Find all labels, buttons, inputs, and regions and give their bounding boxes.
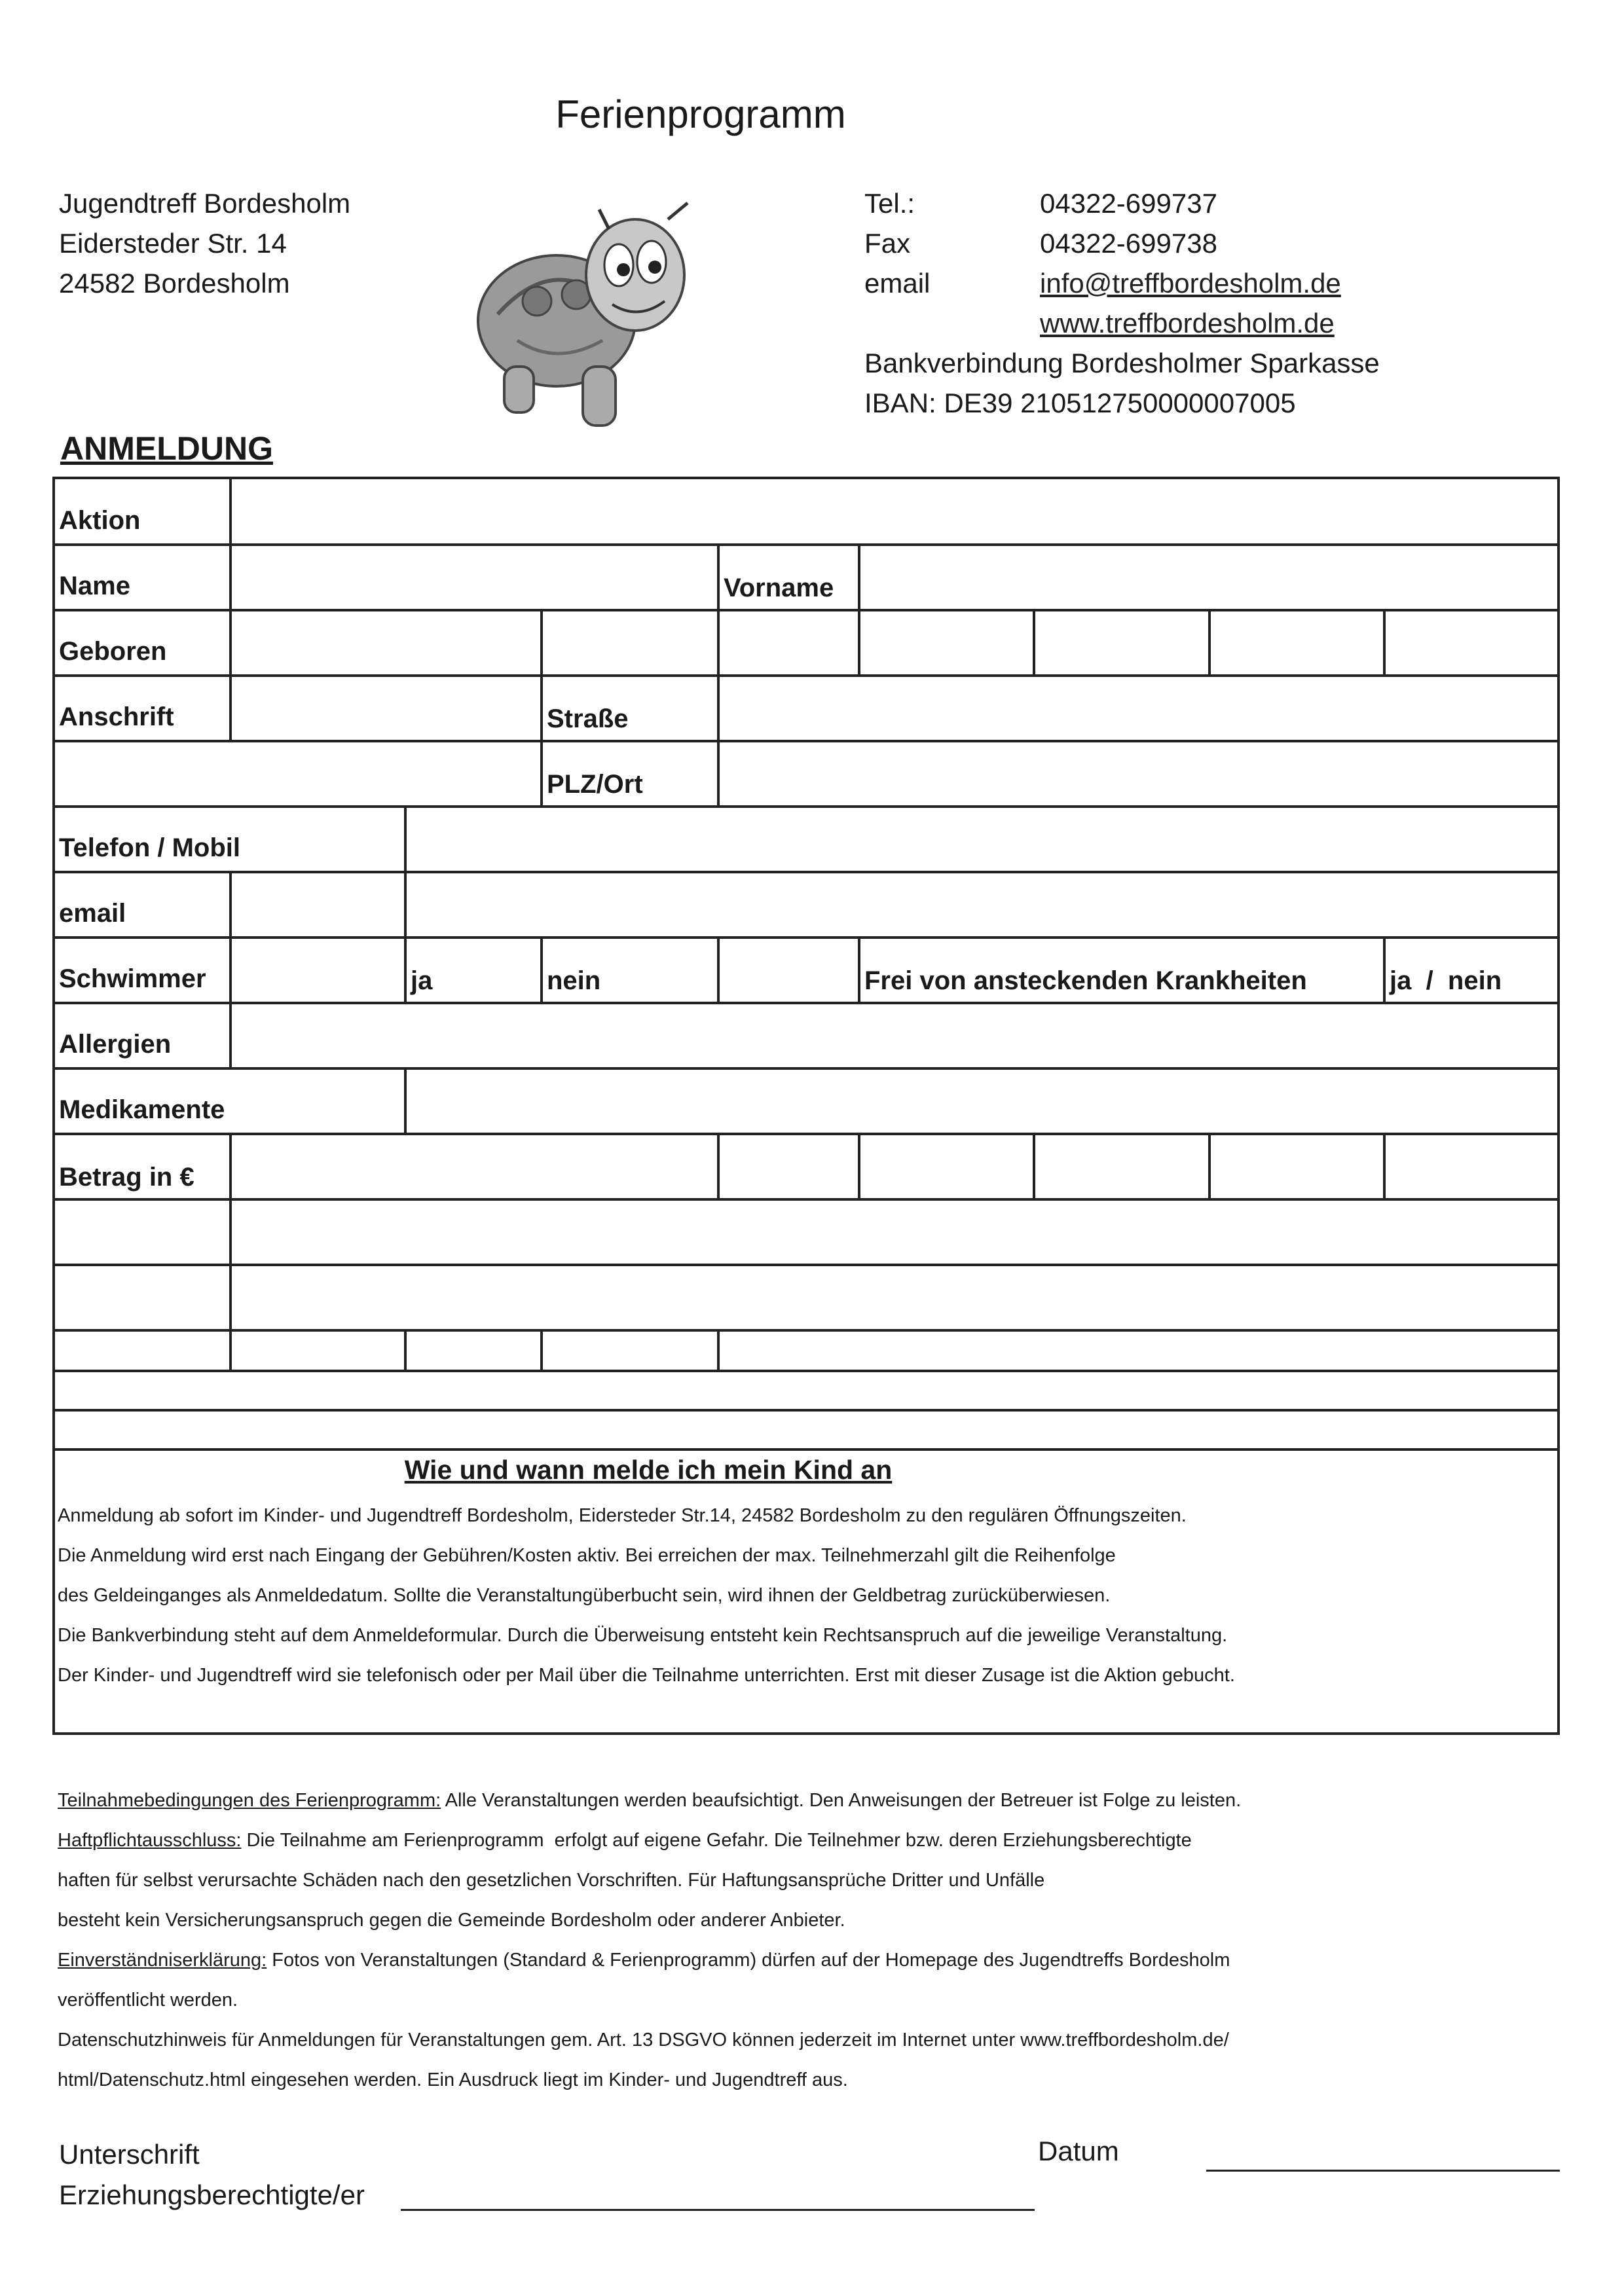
registration-form bbox=[52, 477, 1560, 1735]
row-divider bbox=[52, 805, 1560, 808]
strasse-field[interactable] bbox=[721, 678, 1555, 737]
label-schwimmer: Schwimmer bbox=[59, 964, 206, 993]
tel-value: 04322-699737 bbox=[1040, 188, 1217, 219]
cell-divider bbox=[404, 1329, 407, 1370]
cell-divider bbox=[717, 1133, 720, 1198]
cell-divider bbox=[229, 1329, 232, 1370]
form-border-top bbox=[52, 477, 1560, 479]
row-divider bbox=[52, 936, 1560, 939]
teilnahme-line bbox=[58, 1781, 1241, 1821]
cell-divider bbox=[404, 936, 407, 1002]
cell-divider bbox=[540, 936, 543, 1002]
fax-label: Fax bbox=[864, 228, 911, 259]
bank-info: Bankverbindung Bordesholmer Sparkasse bbox=[864, 348, 1380, 378]
row-divider bbox=[52, 1448, 1560, 1451]
datenschutz-line-2: html/Datenschutz.html eingesehen werden. Ein Ausdruck liegt im Kinder- und Jugendtreff aus. bbox=[58, 2069, 848, 2090]
row-divider bbox=[52, 609, 1560, 611]
teilnahme-text: Alle Veranstaltungen werden beaufsichtigt. Den Anweisungen der Betreuer ist Folge zu leisten. bbox=[441, 1790, 1242, 1811]
row-divider bbox=[52, 1264, 1560, 1266]
vorname-field[interactable] bbox=[862, 547, 1555, 606]
label-frei-krankheiten: Frei von ansteckenden Krankheiten bbox=[864, 966, 1307, 995]
signature-field[interactable] bbox=[401, 2209, 1035, 2211]
allergien-field[interactable] bbox=[233, 1006, 1555, 1065]
row-divider bbox=[52, 1370, 1560, 1372]
iban: IBAN: DE39 210512750000007005 bbox=[864, 388, 1296, 418]
form-border-left bbox=[52, 477, 55, 1735]
aktion-field[interactable] bbox=[233, 481, 1555, 541]
label-strasse: Straße bbox=[547, 704, 629, 733]
option-ja-nein: ja / nein bbox=[1390, 966, 1502, 995]
cell-divider bbox=[404, 1067, 407, 1133]
haft-label: Haftpflichtausschluss: bbox=[58, 1830, 242, 1851]
telefon-field[interactable] bbox=[408, 809, 1555, 868]
cell-divider bbox=[1033, 1133, 1035, 1198]
turtle-mascot-icon bbox=[452, 190, 714, 452]
address-line: Eidersteder Str. 14 bbox=[59, 228, 287, 259]
datenschutz-line-1: Datenschutzhinweis für Anmeldungen für Veranstaltungen gem. Art. 13 DSGVO können jederzeit im Internet unter www.treffbordesholm.de/ bbox=[58, 2030, 1229, 2050]
registration-heading: ANMELDUNG bbox=[60, 430, 273, 467]
haft-text: Die Teilnahme am Ferienprogramm erfolgt auf eigene Gefahr. Die Teilnehmer bzw. deren Erziehungsberechtigte bbox=[241, 1830, 1192, 1851]
teilnahme-label: Teilnahmebedingungen des Ferienprogramm: bbox=[58, 1790, 441, 1811]
medikamente-field[interactable] bbox=[408, 1071, 1555, 1130]
cell-divider bbox=[229, 477, 232, 543]
cell-divider bbox=[1383, 936, 1386, 1002]
label-geboren: Geboren bbox=[59, 637, 167, 666]
address-line: Jugendtreff Bordesholm bbox=[59, 188, 351, 219]
contact-tel bbox=[864, 183, 1380, 223]
info-line: Die Bankverbindung steht auf dem Anmeldeformular. Durch die Überweisung entsteht kein Rechtsanspruch auf die jeweilige Veranstaltung. bbox=[58, 1625, 1228, 1646]
label-name: Name bbox=[59, 572, 130, 600]
cell-divider bbox=[229, 1002, 232, 1067]
row-divider bbox=[52, 740, 1560, 742]
cell-divider bbox=[404, 805, 407, 871]
cell-divider bbox=[717, 936, 720, 1002]
date-field[interactable] bbox=[1206, 2170, 1560, 2172]
row-divider bbox=[52, 1067, 1560, 1070]
form-border-right bbox=[1557, 477, 1560, 1735]
label-vorname: Vorname bbox=[724, 574, 834, 602]
cell-divider bbox=[540, 740, 543, 805]
plz-ort-field[interactable] bbox=[721, 744, 1555, 803]
cell-divider bbox=[229, 1133, 232, 1198]
cell-divider bbox=[717, 1329, 720, 1370]
email-label: email bbox=[864, 268, 931, 299]
cell-divider bbox=[540, 674, 543, 740]
label-medikamente: Medikamente bbox=[59, 1095, 225, 1124]
option-nein: nein bbox=[547, 966, 601, 995]
name-field[interactable] bbox=[233, 547, 714, 606]
cell-divider bbox=[229, 674, 232, 740]
website-link[interactable]: www.treffbordesholm.de bbox=[1040, 308, 1335, 338]
form-border-bottom bbox=[52, 1732, 1560, 1735]
cell-divider bbox=[717, 740, 720, 805]
conditions-block bbox=[58, 1781, 1241, 2100]
cell-divider bbox=[229, 1264, 232, 1329]
cell-divider bbox=[858, 543, 860, 609]
einv-label: Einverständniserklärung: bbox=[58, 1950, 267, 1971]
label-betrag: Betrag in € bbox=[59, 1163, 194, 1192]
cell-divider bbox=[229, 609, 232, 674]
cell-divider bbox=[229, 543, 232, 609]
row-divider bbox=[52, 1198, 1560, 1201]
email-link[interactable]: info@treffbordesholm.de bbox=[1040, 268, 1341, 299]
label-aktion: Aktion bbox=[59, 506, 141, 535]
label-email: email bbox=[59, 899, 126, 928]
cell-divider bbox=[404, 871, 407, 936]
contact-block bbox=[864, 183, 1380, 423]
row-divider bbox=[52, 1002, 1560, 1004]
row-divider bbox=[52, 543, 1560, 546]
cell-divider bbox=[540, 609, 543, 674]
row-divider bbox=[52, 1409, 1560, 1412]
cell-divider bbox=[858, 1133, 860, 1198]
page-title: Ferienprogramm bbox=[555, 92, 846, 136]
cell-divider bbox=[858, 609, 860, 674]
date-label: Datum bbox=[1038, 2136, 1119, 2166]
row-divider bbox=[52, 674, 1560, 677]
info-line: Der Kinder- und Jugendtreff wird sie telefonisch oder per Mail über die Teilnahme unterrichten. Erst mit dieser Zusage ist die Aktion gebucht. bbox=[58, 1665, 1235, 1686]
cell-divider bbox=[1208, 609, 1211, 674]
contact-web bbox=[864, 303, 1380, 343]
info-heading: Wie und wann melde ich mein Kind an bbox=[404, 1455, 893, 1485]
option-ja: ja bbox=[411, 966, 433, 995]
cell-divider bbox=[717, 674, 720, 740]
cell-divider bbox=[229, 936, 232, 1002]
contact-email bbox=[864, 263, 1380, 303]
signature-line-1: Unterschrift bbox=[59, 2139, 200, 2170]
organization-address bbox=[59, 183, 350, 303]
signature-label bbox=[59, 2134, 365, 2215]
cell-divider bbox=[229, 1198, 232, 1264]
haft-line-2: haften für selbst verursachte Schäden nach den gesetzlichen Vorschriften. Für Haftungsansprüche Dritter und Unfälle bbox=[58, 1870, 1045, 1891]
cell-divider bbox=[1383, 1133, 1386, 1198]
cell-divider bbox=[1033, 609, 1035, 674]
haft-line bbox=[58, 1821, 1241, 1861]
cell-divider bbox=[717, 543, 720, 609]
info-line: Anmeldung ab sofort im Kinder- und Jugendtreff Bordesholm, Eidersteder Str.14, 24582 Bordesholm zu den regulären Öffnungszeiten. bbox=[58, 1505, 1187, 1526]
label-telefon: Telefon / Mobil bbox=[59, 833, 241, 862]
cell-divider bbox=[229, 871, 232, 936]
label-plz-ort: PLZ/Ort bbox=[547, 770, 643, 799]
einv-line-2: veröffentlicht werden. bbox=[58, 1990, 238, 2011]
info-line: des Geldeinganges als Anmeldedatum. Sollte die Veranstaltungüberbucht sein, wird ihnen der Geldbetrag zurücküberwiesen. bbox=[58, 1585, 1111, 1606]
einv-line bbox=[58, 1941, 1241, 1980]
tel-label: Tel.: bbox=[864, 188, 915, 219]
web-spacer bbox=[864, 303, 1040, 343]
email-field[interactable] bbox=[408, 875, 1555, 934]
cell-divider bbox=[1383, 609, 1386, 674]
address-line: 24582 Bordesholm bbox=[59, 268, 290, 299]
row-divider bbox=[52, 1329, 1560, 1332]
label-anschrift: Anschrift bbox=[59, 702, 174, 731]
label-allergien: Allergien bbox=[59, 1030, 172, 1059]
einv-text: Fotos von Veranstaltungen (Standard & Ferienprogramm) dürfen auf der Homepage des Jugendtreffs Bordesholm bbox=[267, 1950, 1230, 1971]
contact-fax bbox=[864, 223, 1380, 263]
cell-divider bbox=[858, 936, 860, 1002]
info-line: Die Anmeldung wird erst nach Eingang der Gebühren/Kosten aktiv. Bei erreichen der max. Teilnehmerzahl gilt die Reihenfolge bbox=[58, 1545, 1116, 1566]
haft-line-3: besteht kein Versicherungsanspruch gegen die Gemeinde Bordesholm oder anderer Anbieter. bbox=[58, 1910, 845, 1931]
row-divider bbox=[52, 871, 1560, 873]
fax-value: 04322-699738 bbox=[1040, 228, 1217, 259]
row-divider bbox=[52, 1133, 1560, 1135]
cell-divider bbox=[1208, 1133, 1211, 1198]
cell-divider bbox=[540, 1329, 543, 1370]
cell-divider bbox=[717, 609, 720, 674]
signature-line-2: Erziehungsberechtigte/er bbox=[59, 2179, 365, 2210]
